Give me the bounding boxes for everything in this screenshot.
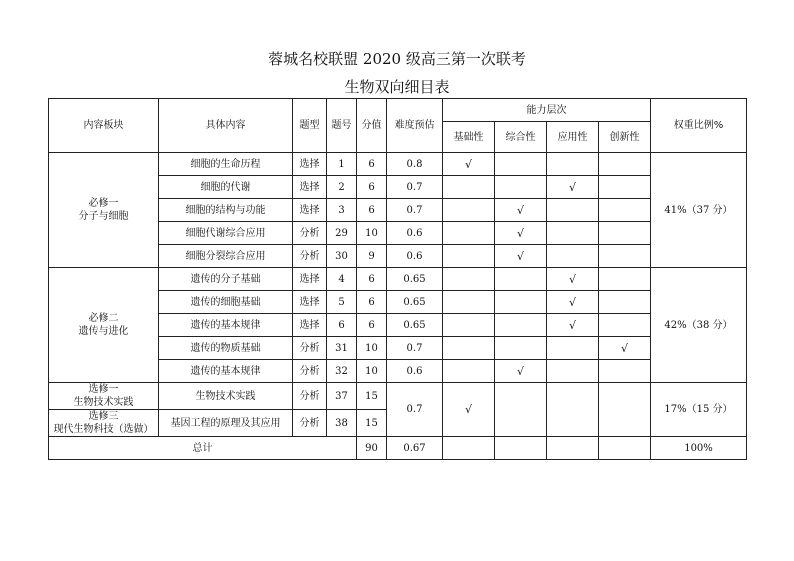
- total-score: 90: [357, 437, 387, 460]
- qno-cell: 4: [327, 268, 357, 291]
- difficulty-cell: 0.6: [387, 245, 443, 268]
- innovative-cell: [599, 383, 651, 437]
- basic-cell: [443, 314, 495, 337]
- type-cell: 分析: [293, 383, 327, 410]
- basic-cell: [443, 337, 495, 360]
- qno-cell: 31: [327, 337, 357, 360]
- score-cell: 6: [357, 199, 387, 222]
- innovative-cell: [599, 268, 651, 291]
- innovative-cell: [599, 245, 651, 268]
- content-cell: 细胞的生命历程: [159, 153, 293, 176]
- basic-cell: [443, 268, 495, 291]
- score-cell: 6: [357, 268, 387, 291]
- module-line: 必修一: [88, 198, 119, 209]
- header-applied: 应用性: [547, 122, 599, 153]
- content-cell: 遗传的基本规律: [159, 360, 293, 383]
- module-line: 遗传与进化: [78, 326, 129, 337]
- innovative-cell: [599, 222, 651, 245]
- module-cell: [49, 268, 159, 383]
- module-line: 现代生物科技（选做）: [53, 424, 154, 435]
- type-cell: 分析: [293, 337, 327, 360]
- content-cell: 基因工程的原理及其应用: [159, 410, 293, 437]
- applied-cell: [547, 153, 599, 176]
- applied-cell: [547, 383, 599, 437]
- qno-cell: 1: [327, 153, 357, 176]
- innovative-cell: [599, 291, 651, 314]
- header-ability: 能力层次: [443, 99, 651, 122]
- comprehensive-cell: [495, 437, 547, 460]
- applied-cell: [547, 222, 599, 245]
- score-cell: 6: [357, 291, 387, 314]
- basic-cell: [443, 245, 495, 268]
- type-cell: 分析: [293, 222, 327, 245]
- innovative-check: √: [599, 337, 651, 360]
- innovative-cell: [599, 437, 651, 460]
- basic-cell: [443, 437, 495, 460]
- comprehensive-check: √: [495, 245, 547, 268]
- comprehensive-check: √: [495, 360, 547, 383]
- header-question-number: 题号: [327, 99, 357, 153]
- specification-table: [48, 98, 747, 460]
- difficulty-cell: 0.65: [387, 268, 443, 291]
- qno-cell: 38: [327, 410, 357, 437]
- score-cell: 10: [357, 222, 387, 245]
- difficulty-cell: 0.7: [387, 199, 443, 222]
- applied-cell: [547, 245, 599, 268]
- content-cell: 遗传的细胞基础: [159, 291, 293, 314]
- basic-check: √: [443, 153, 495, 176]
- qno-cell: 29: [327, 222, 357, 245]
- type-cell: 选择: [293, 153, 327, 176]
- module-line: 分子与细胞: [78, 211, 129, 222]
- innovative-cell: [599, 199, 651, 222]
- content-cell: 遗传的物质基础: [159, 337, 293, 360]
- basic-cell: [443, 176, 495, 199]
- qno-cell: 32: [327, 360, 357, 383]
- header-comprehensive: 综合性: [495, 122, 547, 153]
- basic-cell: [443, 360, 495, 383]
- content-cell: 遗传的分子基础: [159, 268, 293, 291]
- comprehensive-cell: [495, 153, 547, 176]
- difficulty-cell: 0.7: [387, 337, 443, 360]
- type-cell: 分析: [293, 410, 327, 437]
- difficulty-cell: 0.65: [387, 314, 443, 337]
- content-cell: 细胞的结构与功能: [159, 199, 293, 222]
- module-cell: [49, 383, 159, 410]
- applied-check: √: [547, 291, 599, 314]
- weight-cell: 42%（38 分）: [651, 268, 747, 383]
- header-row-1: [49, 99, 747, 122]
- comprehensive-cell: [495, 176, 547, 199]
- module-line: 选修一: [88, 384, 119, 395]
- applied-check: √: [547, 314, 599, 337]
- total-weight: 100%: [651, 437, 747, 460]
- qno-cell: 5: [327, 291, 357, 314]
- innovative-cell: [599, 153, 651, 176]
- difficulty-cell: 0.7: [387, 383, 443, 437]
- type-cell: 选择: [293, 268, 327, 291]
- score-cell: 15: [357, 410, 387, 437]
- comprehensive-cell: [495, 268, 547, 291]
- basic-check: √: [443, 383, 495, 437]
- type-cell: 分析: [293, 360, 327, 383]
- comprehensive-cell: [495, 383, 547, 437]
- score-cell: 9: [357, 245, 387, 268]
- applied-check: √: [547, 176, 599, 199]
- comprehensive-cell: [495, 337, 547, 360]
- applied-cell: [547, 360, 599, 383]
- header-module: 内容板块: [49, 99, 159, 153]
- weight-cell: 17%（15 分）: [651, 383, 747, 437]
- qno-cell: 6: [327, 314, 357, 337]
- comprehensive-check: √: [495, 199, 547, 222]
- header-weight: 权重比例%: [651, 99, 747, 153]
- basic-cell: [443, 222, 495, 245]
- comprehensive-cell: [495, 314, 547, 337]
- innovative-cell: [599, 360, 651, 383]
- header-basic: 基础性: [443, 122, 495, 153]
- applied-check: √: [547, 268, 599, 291]
- difficulty-cell: 0.65: [387, 291, 443, 314]
- basic-cell: [443, 199, 495, 222]
- module-line: 必修二: [88, 313, 119, 324]
- content-cell: 细胞的代谢: [159, 176, 293, 199]
- score-cell: 6: [357, 176, 387, 199]
- difficulty-cell: 0.8: [387, 153, 443, 176]
- total-row: [49, 437, 747, 460]
- type-cell: 选择: [293, 314, 327, 337]
- header-content: 具体内容: [159, 99, 293, 153]
- score-cell: 15: [357, 383, 387, 410]
- module-cell: [49, 153, 159, 268]
- innovative-cell: [599, 176, 651, 199]
- header-innovative: 创新性: [599, 122, 651, 153]
- table-row: [49, 153, 747, 176]
- comprehensive-check: √: [495, 222, 547, 245]
- total-difficulty: 0.67: [387, 437, 443, 460]
- applied-cell: [547, 199, 599, 222]
- score-cell: 6: [357, 153, 387, 176]
- difficulty-cell: 0.6: [387, 222, 443, 245]
- type-cell: 分析: [293, 245, 327, 268]
- difficulty-cell: 0.6: [387, 360, 443, 383]
- qno-cell: 30: [327, 245, 357, 268]
- qno-cell: 2: [327, 176, 357, 199]
- type-cell: 选择: [293, 199, 327, 222]
- score-cell: 10: [357, 360, 387, 383]
- header-type: 题型: [293, 99, 327, 153]
- basic-cell: [443, 291, 495, 314]
- qno-cell: 37: [327, 383, 357, 410]
- document-title: 蓉城名校联盟 2020 级高三第一次联考: [268, 50, 526, 68]
- difficulty-cell: 0.7: [387, 176, 443, 199]
- content-cell: 细胞分裂综合应用: [159, 245, 293, 268]
- header-score: 分值: [357, 99, 387, 153]
- type-cell: 选择: [293, 176, 327, 199]
- weight-cell: 41%（37 分）: [651, 153, 747, 268]
- qno-cell: 3: [327, 199, 357, 222]
- table-row: [49, 268, 747, 291]
- document-subtitle: 生物双向细目表: [344, 78, 450, 96]
- content-cell: 生物技术实践: [159, 383, 293, 410]
- content-cell: 细胞代谢综合应用: [159, 222, 293, 245]
- applied-cell: [547, 337, 599, 360]
- module-line: 选修三: [88, 411, 119, 422]
- table-row: [49, 383, 747, 410]
- module-cell: [49, 410, 159, 437]
- score-cell: 6: [357, 314, 387, 337]
- module-line: 生物技术实践: [73, 397, 134, 408]
- content-cell: 遗传的基本规律: [159, 314, 293, 337]
- innovative-cell: [599, 314, 651, 337]
- score-cell: 10: [357, 337, 387, 360]
- applied-cell: [547, 437, 599, 460]
- type-cell: 选择: [293, 291, 327, 314]
- total-label: 总计: [49, 437, 357, 460]
- comprehensive-cell: [495, 291, 547, 314]
- header-difficulty: 难度预估: [387, 99, 443, 153]
